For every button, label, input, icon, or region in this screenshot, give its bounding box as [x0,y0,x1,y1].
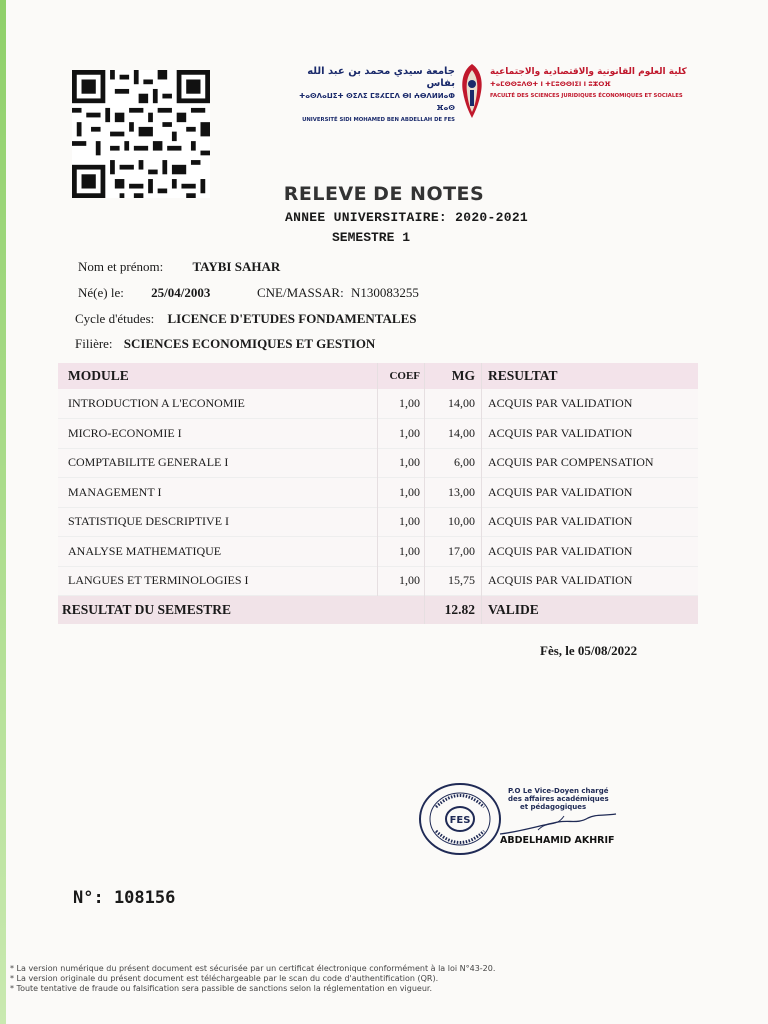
table-row [58,566,698,596]
module-name: MANAGEMENT I [68,484,162,499]
document-title [0,183,768,205]
university-crest-icon [457,62,487,120]
table-row [58,478,698,508]
university-name [285,66,455,126]
module-mg: 14,00 [425,389,482,419]
footnotes [10,964,495,994]
faculty-name-amazigh: ⵜⴰⵎⵙⵙⵓⴷⵙⵜ ⵏ ⵜⵎⵓⵙⵙⵏⵉⵏ ⵏ ⵓⵣⵔⴼ [490,80,611,88]
faculty-name [490,66,690,102]
name-value: TAYBI SAHAR [192,259,281,274]
university-name-french: UNIVERSITÉ SIDI MOHAMED BEN ABDELLAH DE FES [302,117,455,123]
module-mg: 15,75 [425,566,482,596]
title-word-2: DE NOTES [373,183,485,205]
module-mg: 6,00 [425,448,482,478]
qr-code [72,70,210,198]
module-mg: 17,00 [425,537,482,567]
cycle-value: LICENCE D'ETUDES FONDAMENTALES [167,311,417,326]
page-edge [0,0,6,1024]
table-row [58,507,698,537]
module-result: ACQUIS PAR COMPENSATION [482,448,699,478]
module-mg: 10,00 [425,507,482,537]
academic-year: ANNEE UNIVERSITAIRE: 2020-2021 [285,210,529,225]
university-name-amazigh: ⵜⴰⵙⴷⴰⵡⵉⵜ ⵙⵉⴷⵉ ⵎⵓⵃⵎⵎⴷ ⴱⵏ ⵄⴱⴷⵍⵍⴰⵀ ⴼⴰⵙ [299,92,455,112]
module-name: STATISTIQUE DESCRIPTIVE I [68,514,230,529]
module-result: ACQUIS PAR VALIDATION [482,478,699,508]
university-header [285,62,685,124]
table-header [58,363,698,389]
cne-value: N130083255 [350,285,419,300]
filiere-value: SCIENCES ECONOMIQUES ET GESTION [123,336,376,351]
university-name-arabic: جامعة سيدي محمد بن عبد الله بفاس [307,66,455,89]
module-result: ACQUIS PAR VALIDATION [482,507,699,537]
semester-result-value: VALIDE [482,596,699,624]
cne-row [257,285,419,301]
name-label: Nom et prénom: [78,259,164,274]
module-name: MICRO-ECONOMIE I [68,425,182,440]
cycle-row [75,311,416,327]
module-result: ACQUIS PAR VALIDATION [482,537,699,567]
module-coef: 1,00 [378,507,425,537]
module-name: INTRODUCTION A L'ECONOMIE [68,396,245,410]
column-header-module: MODULE [68,368,129,383]
semester: SEMESTRE 1 [332,230,411,245]
module-mg: 14,00 [425,419,482,449]
semester-result-label: RESULTAT DU SEMESTRE [62,601,232,617]
module-name: COMPTABILITE GENERALE I [68,455,229,470]
semester-result-row [58,596,698,624]
footnote: * La version originale du présent document est téléchargeable par le scan du code d'authentification (QR). [10,974,439,983]
module-coef: 1,00 [378,537,425,567]
module-coef: 1,00 [378,419,425,449]
name-row [78,259,280,275]
module-coef: 1,00 [378,448,425,478]
table-row [58,537,698,567]
signatory-name: ABDELHAMID AKHRIF [500,835,615,846]
column-header-resultat: RESULTAT [482,363,699,389]
signatory-line-2: des affaires académiques [508,795,609,803]
table-row [58,389,698,419]
filiere-row [75,336,375,352]
column-header-coef: COEF [378,363,425,389]
module-coef: 1,00 [378,566,425,596]
handwritten-signature-icon [498,808,618,838]
stamp-text: FES [449,815,471,826]
cne-label: CNE/MASSAR: [257,285,344,300]
faculty-name-french: FACULTÉ DES SCIENCES JURIDIQUES ÉCONOMIQUES ET SOCIALES [490,93,683,99]
module-result: ACQUIS PAR VALIDATION [482,389,699,419]
module-name: ANALYSE MATHEMATIQUE [68,543,222,558]
column-header-mg: MG [425,363,482,389]
signatory-line-1: P.O Le Vice-Doyen chargé [508,787,609,795]
table-row [58,448,698,478]
birth-row [78,285,210,301]
module-coef: 1,00 [378,478,425,508]
faculty-name-arabic: كلية العلوم القانونية والاقتصادية والاجتماعية [490,67,687,77]
module-result: ACQUIS PAR VALIDATION [482,419,699,449]
birth-label: Né(e) le: [78,285,124,300]
module-mg: 13,00 [425,478,482,508]
module-result: ACQUIS PAR VALIDATION [482,566,699,596]
document-number: N°: 108156 [73,888,176,908]
table-row [58,419,698,449]
official-stamp-icon [418,782,502,856]
grades-table [58,363,698,624]
footnote: * La version numérique du présent document est sécurisée par un certificat électronique conformément à la loi N°43-20. [10,964,496,973]
cycle-label: Cycle d'études: [75,311,155,326]
footnote: * Toute tentative de fraude ou falsification sera passible de sanctions selon la réglementation en vigueur. [10,984,432,993]
birth-value: 25/04/2003 [151,285,211,300]
module-coef: 1,00 [378,389,425,419]
signatory-line-3: et pédagogiques [520,803,587,811]
module-name: LANGUES ET TERMINOLOGIES I [68,573,249,588]
filiere-label: Filière: [75,336,113,351]
semester-result-mg: 12.82 [425,596,482,624]
title-word-1: RELEVE [283,183,368,205]
issue-date: Fès, le 05/08/2022 [540,643,638,658]
